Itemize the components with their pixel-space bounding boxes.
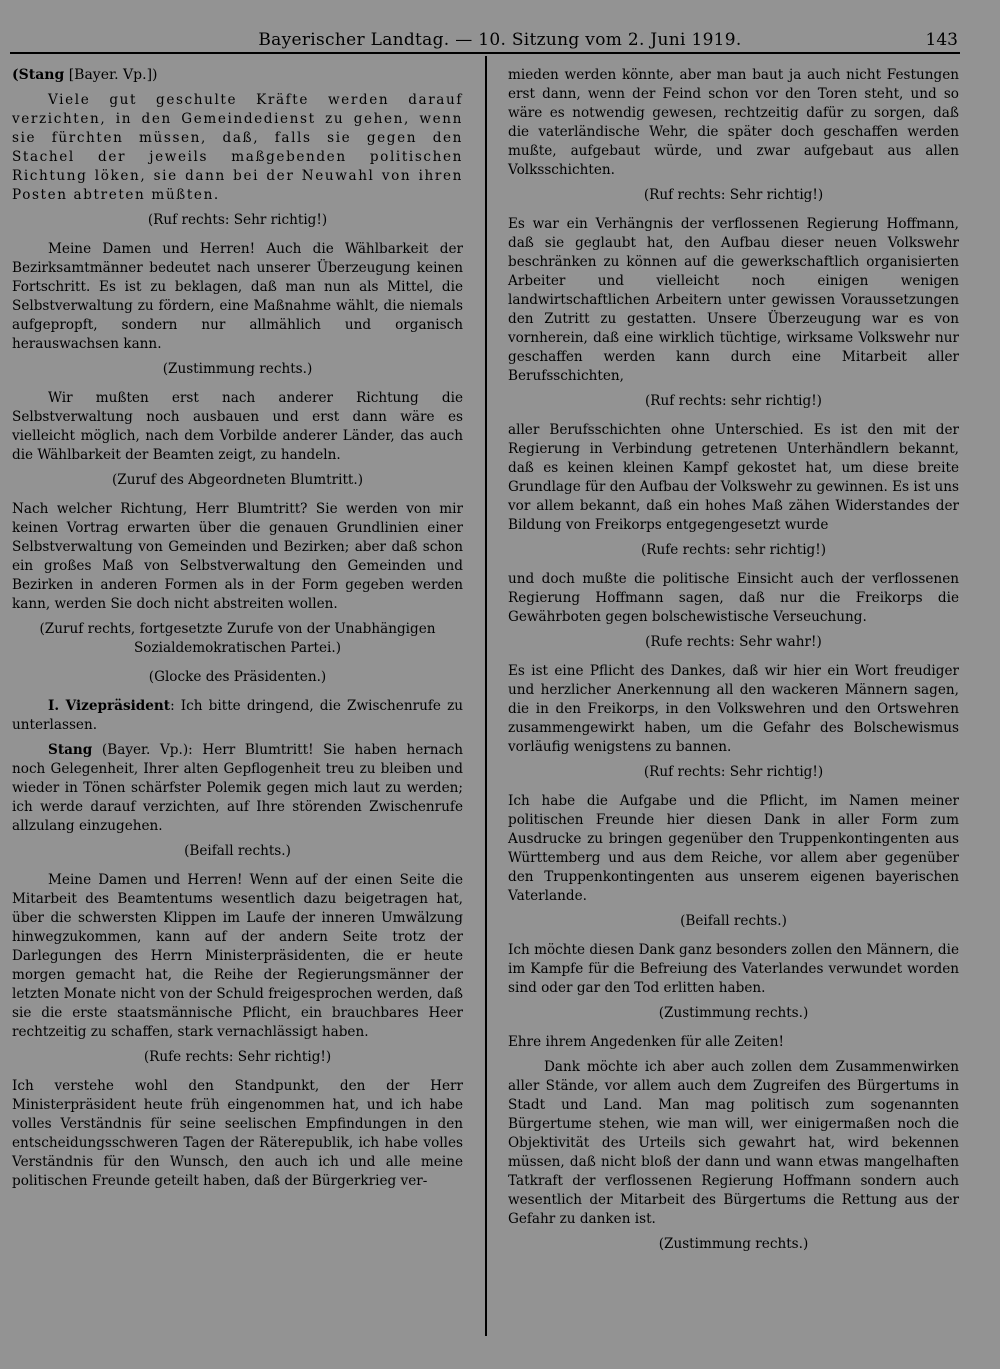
paragraph: Wir mußten erst nach anderer Richtung die Selbstverwaltung noch ausbauen und erst dann wäre es vielleicht möglich, nach dem Vorbilde anderer Länder, das auch die Wählbarkeit der Beamten zeigt, zu handeln. [12,390,463,463]
interjection: (Rufe rechts: Sehr wahr!) [645,634,822,650]
paragraph: Viele gut geschulte Kräfte werden darauf verzichten, in den Gemeindedienst zu gehen, wenn sie fürchten müssen, daß, falls sie gegen den Stachel der jeweils maßgebenden politischen Richtung löken, sie dann bei der Neuwahl von ihren Posten abtreten müßten. [12,92,463,203]
speech-text: (Bayer. Vp.): Herr Blumtritt! Sie haben hernach noch Gelegenheit, Ihrer alten Gepflogenheit treu zu bleiben und wieder in Tönen schärfster Polemik gegen mich laut zu werden; ich werde darauf verzichten, auf Ihre störenden Zwischenrufe allzulang einzugehen. [12,742,463,834]
left-column [12,66,463,1309]
interjection: (Rufe rechts: sehr richtig!) [640,542,827,558]
speaker-name: Stang [48,742,93,758]
paragraph: Ehre ihrem Angedenken für alle Zeiten! [508,1034,784,1050]
paragraph: Ich verstehe wohl den Standpunkt, den der Herr Ministerpräsident heute früh eingenommen hat, und ich habe volles Verständnis für seine seelischen Empfindungen in den entscheidungsschweren Tagen der Räterepublik, ich habe volles Verständnis für den Wunsch, den auch ich und alle meine politischen Freunde geteilt haben, daß der Bürgerkrieg ver- [12,1078,463,1189]
column-divider [485,56,487,1336]
paragraph: Es war ein Verhängnis der verflossenen Regierung Hoffmann, daß sie geglaubt hat, den Aufbau dieser neuen Volkswehr beschränken zu können auf die gewerkschaftlich organisierten Arbeiter und vielleicht noch einigen wenigen landwirtschaftlichen Arbeitern unter gewissen Voraussetzungen den Zutritt zu gestatten. Unsere Überzeugung war es von vornherein, daß eine wirklich tüchtige, wirksame Volkswehr nur geschaffen werden kann durch eine Mitarbeit aller Berufsschichten, [508,216,959,384]
interjection: (Beifall rechts.) [680,913,787,929]
speaker-paragraph [12,741,463,836]
page-number: 143 [925,30,958,50]
interjection: (Ruf rechts: sehr richtig!) [645,393,822,409]
speaker-paragraph [12,697,463,735]
paragraph: aller Berufsschichten ohne Unterschied. Es ist den mit der Regierung in Verbindung getretenen Unterhändlern bekannt, daß es keinen kleinen Kampf gekostet hat, um diese breite Grundlage für den Aufbau der Volkswehr zu gewinnen. Es ist uns vor allem bekannt, daß ein hohes Maß zähen Widerstandes der Bildung von Freikorps entgegengesetzt wurde [508,422,959,533]
interjection: (Zustimmung rechts.) [658,1236,809,1252]
interjection: (Zustimmung rechts.) [658,1005,809,1021]
paragraph: Ich möchte diesen Dank ganz besonders zollen den Männern, die im Kampfe für die Befreiung des Vaterlandes verwundet worden sind oder gar den Tod erlitten haben. [508,942,959,996]
interjection: (Beifall rechts.) [184,843,291,859]
paragraph: Meine Damen und Herren! Auch die Wählbarkeit der Bezirksamtmänner bedeutet nach unserer Überzeugung keinen Fortschritt. Es ist zu beklagen, daß man nun als Mittel, die Selbstverwaltung zu fördern, eine Maßnahme wählt, die niemals aufgepropft, sondern nur allmählich und organisch herauswachsen kann. [12,241,463,352]
speaker-name: I. Vizepräsident [48,698,171,714]
interjection: (Rufe rechts: Sehr richtig!) [143,1049,332,1065]
paragraph: Dank möchte ich aber auch zollen dem Zusammenwirken aller Stände, vor allem auch dem Zugreifen des Bürgertums in Stadt und Land. Man mag politisch zum sogenannten Bürgertume stehen, wie man will, wer einigermaßen noch die Objektivität des Urteils sich gewahrt hat, wird bekennen müssen, daß nicht bloß der dann und wann etwas mangelhaften Tatkraft der verflossenen Regierung Hoffmann sondern auch wesentlich der Mitarbeit des Bürgertums die Rettung aus der Gefahr zu danken ist. [508,1059,959,1227]
right-column [508,66,959,1309]
paragraph: Ich habe die Aufgabe und die Pflicht, im Namen meiner politischen Freunde hier diesen Dank in aller Form zum Ausdrucke zu bringen gegenüber den Truppenkontingenten aus Württemberg und aus dem Reiche, vor allem aber gegenüber den Truppenkontingenten aus unserem eigenen bayerischen Vaterlande. [508,793,959,904]
paragraph: Es ist eine Pflicht des Dankes, daß wir hier ein Wort freudiger und herzlicher Anerkennung all den wackeren Männern sagen, die in den Freikorps, in den Volkswehren und den Ortswehren zusammengewirkt haben, um die Gefahr des Bolschewismus vorläufig wenigstens zu bannen. [508,663,959,755]
paragraph: Nach welcher Richtung, Herr Blumtritt? Sie werden von mir keinen Vortrag erwarten über die genauen Grundlinien einer Selbstverwaltung von Gemeinden und Bezirken; aber daß schon ein großes Maß von Selbstverwaltung den Gemeinden und Bezirken in anderen Formen als in der Form gegeben werden kann, werden Sie doch nicht abstreiten wollen. [12,501,463,612]
interjection: (Glocke des Präsidenten.) [148,669,327,685]
paragraph: mieden werden könnte, aber man baut ja auch nicht Festungen erst dann, wenn der Feind schon vor den Toren steht, und so wäre es notwendig gewesen, rechtzeitig dafür zu sorgen, daß die vaterländische Wehr, die später doch geschaffen werden mußte, aufgebaut würde, und zwar aufgebaut aus allen Volksschichten. [508,67,959,178]
interjection: (Zuruf des Abgeordneten Blumtritt.) [111,472,364,488]
interjection: (Ruf rechts: Sehr richtig!) [147,212,328,228]
speaker-name: (Stang [12,67,65,83]
speech-text: : Ich bitte dringend, die Zwischenrufe zu unterlassen. [12,698,463,733]
paragraph: und doch mußte die politische Einsicht auch der verflossenen Regierung Hoffmann sagen, daß nur die Freikorps die Gewährboten gegen bolschewistische Verseuchung. [508,571,959,625]
interjection: (Zustimmung rechts.) [162,361,313,377]
interjection: (Ruf rechts: Sehr richtig!) [643,187,824,203]
speaker-continuation [12,66,463,85]
paragraph: Meine Damen und Herren! Wenn auf der einen Seite die Mitarbeit des Beamtentums wesentlich dazu beigetragen hat, über die schwersten Klippen im Laufe der inneren Umwälzung hinwegzukommen, kann auf der andern Seite trotz der Darlegungen des Herrn Ministerpräsidenten, die er heute morgen gemacht hat, die Reihe der Regierungsmänner der letzten Monate nicht von der Schuld freigesprochen werden, daß sie die erste staatsmännische Pflicht, ein brauchbares Heer rechtzeitig zu schaffen, stark vernachlässigt haben. [12,872,463,1040]
header-rule [10,52,960,54]
speaker-party: [Bayer. Vp.]) [64,67,158,83]
running-title: Bayerischer Landtag. — 10. Sitzung vom 2. Juni 1919. [258,30,742,50]
interjection: (Ruf rechts: Sehr richtig!) [643,764,824,780]
interjection: (Zuruf rechts, fortgesetzte Zurufe von der Unabhängigen Sozialdemokratischen Partei.) [39,621,436,656]
